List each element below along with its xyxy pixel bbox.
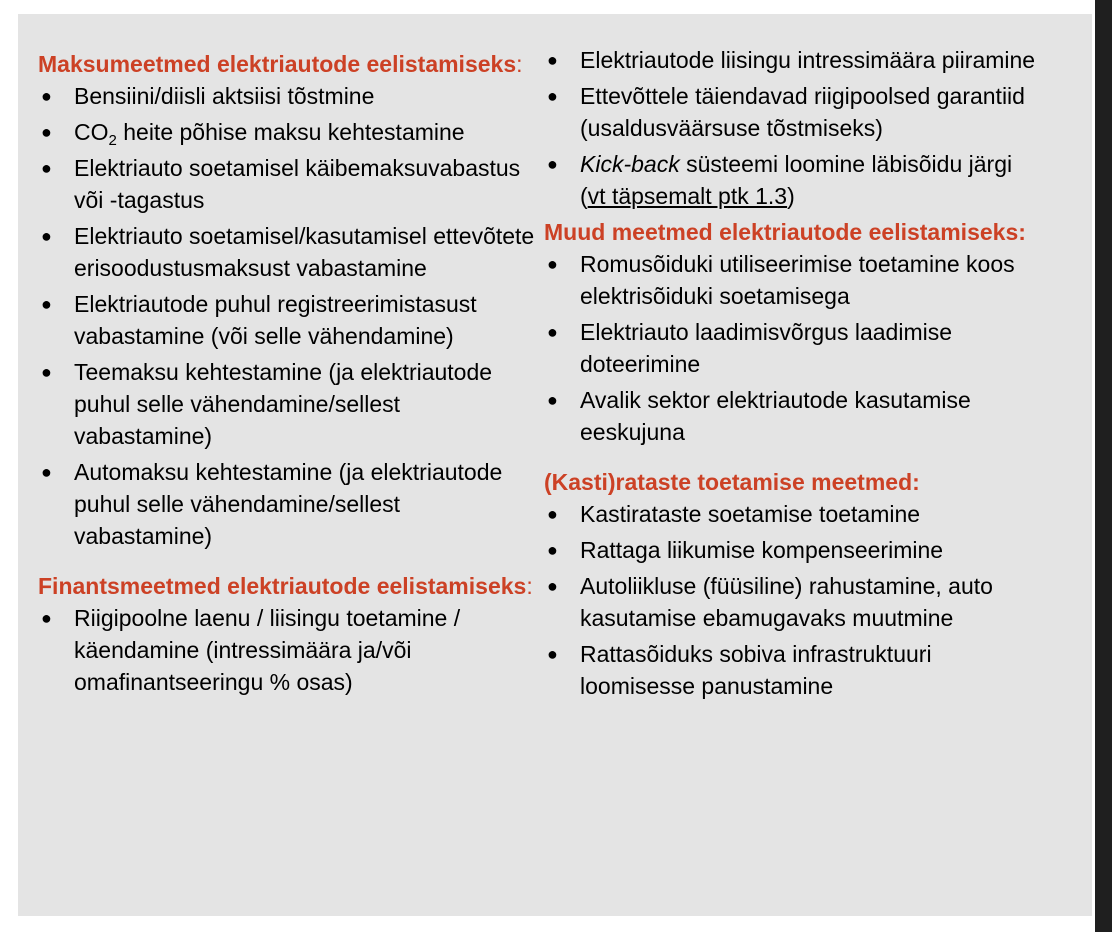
tax-measures-list xyxy=(38,80,538,552)
list-item: ● Elektriautode liisingu intressimäära piiramine xyxy=(544,44,1044,76)
list-item: ● $CO_2$ heite põhise maksu kehtestamine xyxy=(38,116,538,148)
list-item: ● Elektriautode puhul registreerimistasust vabastamine (või selle vähendamine) xyxy=(38,288,538,352)
left-column xyxy=(38,48,538,702)
list-item: ● Elektriauto soetamisel käibemaksuvabastus või -tagastus xyxy=(38,152,538,216)
list-item: ● Autoliikluse (füüsiline) rahustamine, auto kasutamise ebamugavaks muutmine xyxy=(544,570,1044,634)
chapter-reference-link[interactable]: vt täpsemalt ptk 1.3 xyxy=(587,183,788,209)
section-heading-financial-measures: Finantsmeetmed elektriautode eelistamiseks: xyxy=(38,573,533,599)
bullet-icon: ● xyxy=(41,226,52,246)
list-item: ● Rattaga liikumise kompenseerimine xyxy=(544,534,1044,566)
list-item: ● Automaksu kehtestamine (ja elektriautode puhul selle vähendamine/sellest vabastamine) xyxy=(38,456,538,552)
bullet-icon: ● xyxy=(41,158,52,178)
list-item: ● Romusõiduki utiliseerimise toetamine koos elektrisõiduki soetamisega xyxy=(544,248,1044,312)
right-column xyxy=(544,44,1044,706)
bicycle-measures-list xyxy=(544,498,1044,702)
bullet-icon: ● xyxy=(547,322,558,342)
section-heading-tax-measures: Maksumeetmed elektriautode eelistamiseks: xyxy=(38,51,523,77)
bullet-icon: ● xyxy=(41,122,52,142)
list-item: ● Avalik sektor elektriautode kasutamise eeskujuna xyxy=(544,384,1044,448)
list-item: ● Ettevõttele täiendavad riigipoolsed garantiid (usaldusväärsuse tõstmiseks) xyxy=(544,80,1044,144)
financial-measures-continued-list xyxy=(544,44,1044,212)
list-item: ● Teemaksu kehtestamine (ja elektriautode puhul selle vähendamine/sellest vabastamine) xyxy=(38,356,538,452)
bullet-icon: ● xyxy=(41,86,52,106)
list-item: ● Elektriauto laadimisvõrgus laadimise doteerimine xyxy=(544,316,1044,380)
list-item: ● Kick-back süsteemi loomine läbisõidu järgi (vt täpsemalt ptk 1.3) xyxy=(544,148,1044,212)
bullet-icon: ● xyxy=(547,540,558,560)
bullet-icon: ● xyxy=(547,390,558,410)
other-measures-list xyxy=(544,248,1044,448)
bullet-icon: ● xyxy=(547,154,558,174)
bullet-icon: ● xyxy=(41,608,52,628)
list-item: ● Rattasõiduks sobiva infrastruktuuri loomisesse panustamine xyxy=(544,638,1044,702)
scrollbar[interactable] xyxy=(1095,0,1112,932)
bullet-icon: ● xyxy=(41,294,52,314)
bullet-icon: ● xyxy=(547,644,558,664)
bullet-icon: ● xyxy=(547,50,558,70)
list-item: ● Bensiini/diisli aktsiisi tõstmine xyxy=(38,80,538,112)
bullet-icon: ● xyxy=(547,504,558,524)
bullet-icon: ● xyxy=(41,362,52,382)
list-item: ● Elektriauto soetamisel/kasutamisel ettevõtete erisoodustusmaksust vabastamine xyxy=(38,220,538,284)
bullet-icon: ● xyxy=(547,86,558,106)
list-item: ● Kastirataste soetamise toetamine xyxy=(544,498,1044,530)
bullet-icon: ● xyxy=(41,462,52,482)
bullet-icon: ● xyxy=(547,576,558,596)
section-heading-bicycle-measures: (Kasti)rataste toetamise meetmed: xyxy=(544,469,920,495)
financial-measures-list xyxy=(38,602,538,698)
list-item: ● Riigipoolne laenu / liisingu toetamine / käendamine (intressimäära ja/või omafinantseeringu % osas) xyxy=(38,602,538,698)
section-heading-other-measures: Muud meetmed elektriautode eelistamiseks: xyxy=(544,219,1026,245)
bullet-icon: ● xyxy=(547,254,558,274)
